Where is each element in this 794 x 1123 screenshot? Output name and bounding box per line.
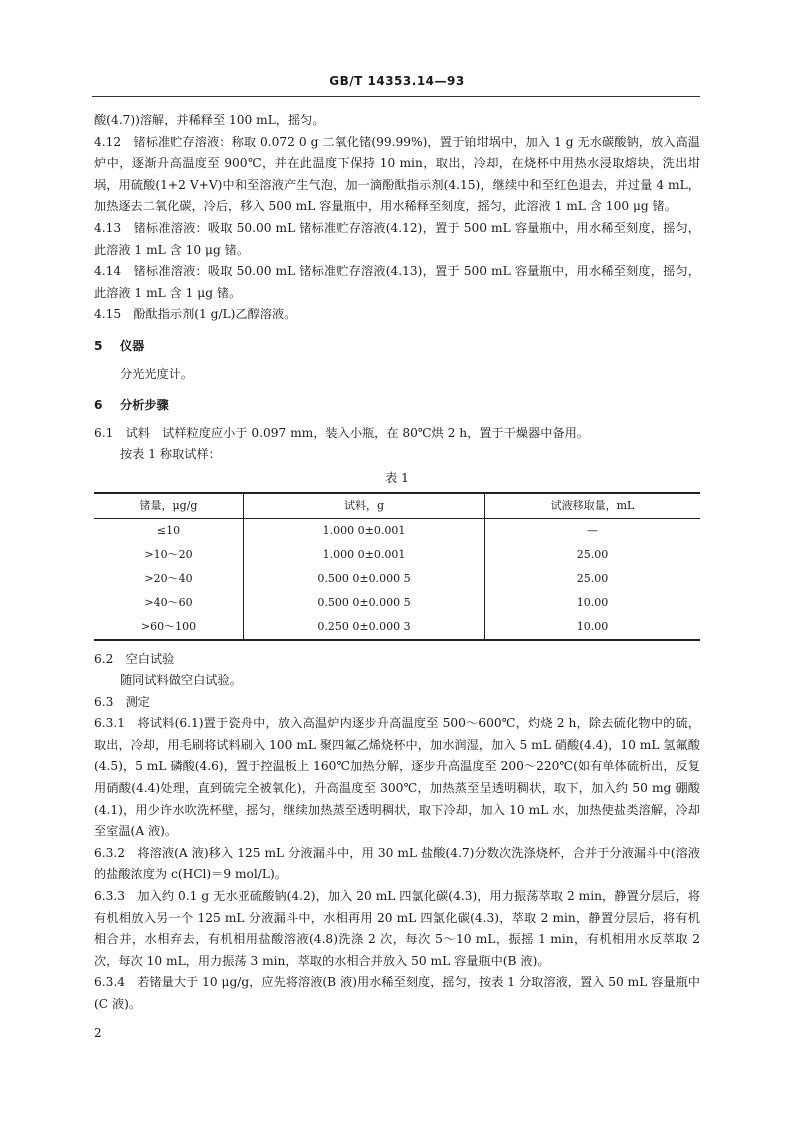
section-5-title: 仪器 <box>120 338 145 353</box>
table-cell: 10.00 <box>484 615 700 640</box>
paragraph-4-12: 4.12 锗标准贮存溶液：称取 0.072 0 g 二氧化锗(99.99%)，置于铂坩埚中，加入 1 g 无水碳酸钠，放入高温炉中，逐渐升高温度至 900℃，并在此温度下保持 10 min，取出，冷却，在烧杯中用热水浸取熔块，洗出坩埚，用硫酸(1+2 V+V)中和至溶液产生气泡，加一滴酚酞指示剂(4.15)，继续中和至红色退去，并过量 4 mL，加热逐去二氧化碳，冷后，移入 500 mL 容量瓶中，用水稀释至刻度，摇匀，此溶液 1 mL 含 100 μg 锗。 <box>94 134 700 214</box>
paragraph-6-1: 6.1 试料 试样粒度应小于 0.097 mm，装入小瓶，在 80℃烘 2 h，置于干燥器中备用。 <box>94 425 589 440</box>
table-cell: >20～40 <box>144 571 193 585</box>
table-row <box>94 615 700 640</box>
table-header-cell: 试料，g <box>244 493 485 519</box>
paragraph-6-3-3: 6.3.3 加入约 0.1 g 无水亚硫酸钠(4.2)，加入 20 mL 四氯化碳(4.3)，用力振荡萃取 2 min，静置分层后，将有机相放入另一个 125 mL 分液漏斗中，水相再用 20 mL 四氯化碳(4.3)，萃取 2 min，静置分层后，将有机相合并，水相弃去，有机相用盐酸溶液(4.8)洗涤 2 次，每次 5～10 mL，振摇 1 min，有机相用水反萃取 2 次，每次 10 mL，用力振荡 3 min，萃取的水相合并放入 50 mL 容量瓶中(B 液)。 <box>94 889 700 968</box>
table-header-row <box>94 493 700 519</box>
table-cell: 0.500 0±0.000 5 <box>244 591 485 615</box>
section-6-heading <box>94 395 700 417</box>
paragraph-6-2: 6.2 空白试验 <box>94 651 175 666</box>
table-header-cell: 试液移取量，mL <box>484 493 700 519</box>
table-cell: 25.00 <box>484 567 700 591</box>
section-6-title: 分析步骤 <box>120 398 169 413</box>
table-cell: ≤10 <box>156 523 181 537</box>
table-cell: >10～20 <box>144 547 193 561</box>
table-cell: 25.00 <box>484 543 700 567</box>
paragraph-6-3: 6.3 测定 <box>94 694 150 709</box>
table-row <box>94 567 700 591</box>
table-row <box>94 591 700 615</box>
paragraph-6-2-body: 随同试料做空白试验。 <box>120 673 242 688</box>
paragraph-6-3-2: 6.3.2 将溶液(A 液)移入 125 mL 分液漏斗中，用 30 mL 盐酸(4.7)分数次洗涤烧杯，合并于分液漏斗中(溶液的盐酸浓度为 c(HCl)＝9 mol/L)。 <box>94 845 700 882</box>
paragraph-4-13: 4.13 锗标准溶液：吸取 50.00 mL 锗标准贮存溶液(4.12)，置于 500 mL 容量瓶中，用水稀至刻度，摇匀，此溶液 1 mL 含 10 μg 锗。 <box>94 220 700 257</box>
paragraph-4-15: 4.15 酚酞指示剂(1 g/L)乙醇溶液。 <box>94 307 297 322</box>
table-cell: >40～60 <box>144 595 193 609</box>
paragraph-6-3-1: 6.3.1 将试料(6.1)置于瓷舟中，放入高温炉内逐步升高温度至 500～600℃，灼烧 2 h，除去硫化物中的硫，取出，冷却，用毛刷将试料刷入 100 mL 聚四氟乙烯烧杯中，加水润湿，加入 5 mL 硝酸(4.4)，10 mL 氢氟酸(4.5)，5 mL 磷酸(4.6)，置于控温板上 160℃加热分解，逐步升高温度至 200～220℃(如有单体硫析出，反复用硝酸(4.4)处理，直到硫完全被氧化)，升高温度至 300℃，加热蒸至呈透明稠状，取下，加入约 50 mg 硼酸(4.1)，用少许水吹洗杯壁，摇匀，继续加热蒸至透明稠状，取下冷却，加入 10 mL 水，加热使盐类溶解，冷却至室温(A 液)。 <box>94 716 700 839</box>
table-cell: 1.000 0±0.001 <box>244 518 485 543</box>
table-cell: 10.00 <box>484 591 700 615</box>
section-5-number: 5 <box>94 338 103 353</box>
section-5-heading <box>94 336 700 358</box>
table-cell: 0.250 0±0.000 3 <box>244 615 485 640</box>
page-number: 2 <box>94 1026 102 1040</box>
table-cell: 1.000 0±0.001 <box>244 543 485 567</box>
table-caption: 表 1 <box>385 470 409 485</box>
table-cell: — <box>484 518 700 543</box>
table-cell: 0.500 0±0.000 5 <box>244 567 485 591</box>
table-header-cell: 锗量，μg/g <box>139 498 198 512</box>
section-6-number: 6 <box>94 398 103 413</box>
section-5-body: 分光光度计。 <box>120 366 194 381</box>
table-cell: >60～100 <box>140 619 197 633</box>
sample-weight-table <box>94 492 700 641</box>
paragraph-6-1-table-ref: 按表 1 称取试样： <box>120 447 221 462</box>
paragraph-4-14: 4.14 锗标准溶液：吸取 50.00 mL 锗标准贮存溶液(4.13)，置于 500 mL 容量瓶中，用水稀至刻度，摇匀，此溶液 1 mL 含 1 μg 锗。 <box>94 264 700 300</box>
table-row <box>94 518 700 543</box>
standard-header: GB/T 14353.14—93 <box>329 74 465 88</box>
header-rule <box>92 96 700 97</box>
paragraph-6-3-4: 6.3.4 若锗量大于 10 μg/g，应先将溶液(B 液)用水稀至刻度，摇匀，按表 1 分取溶液，置入 50 mL 容量瓶中(C 液)。 <box>94 975 700 1011</box>
document-body <box>94 110 700 1016</box>
paragraph-4-11-tail: 酸(4.7))溶解，并稀释至 100 mL，摇匀。 <box>94 113 325 127</box>
table-row <box>94 543 700 567</box>
